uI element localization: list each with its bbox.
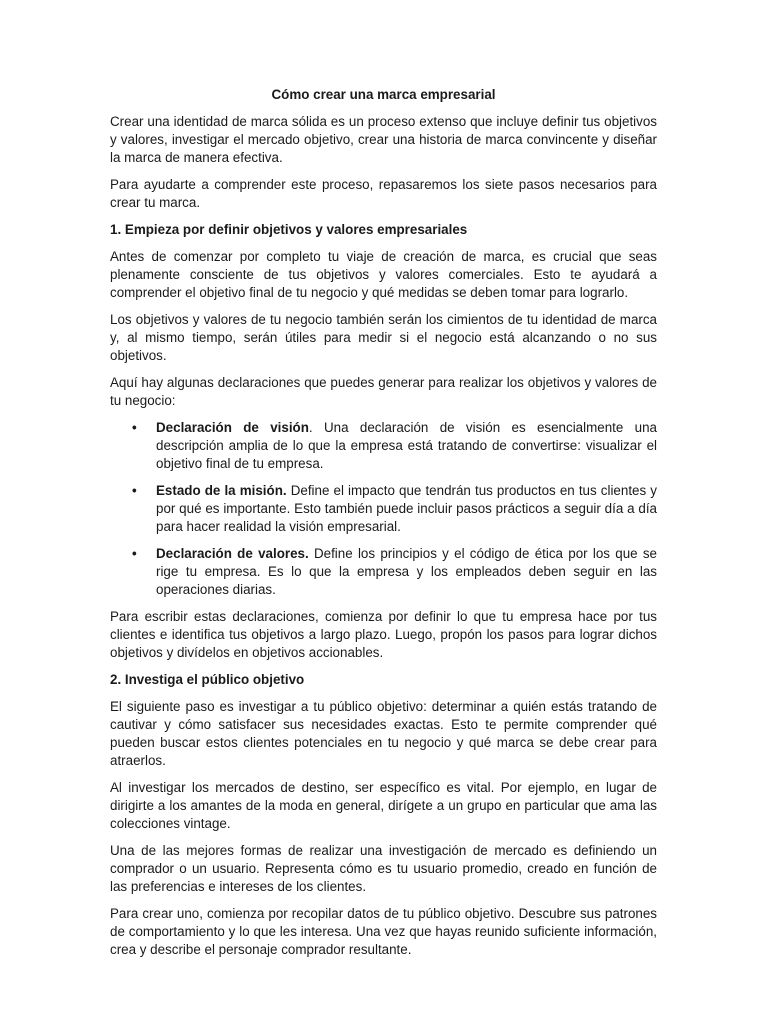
list-item-term: Estado de la misión. <box>156 483 287 498</box>
section-2-paragraph-2: Al investigar los mercados de destino, ser específico es vital. Por ejemplo, en lugar de dirigirte a los amantes de la moda en general, dirígete a un grupo en particular que ama las colecciones vintage. <box>110 780 657 831</box>
section-2-heading: 2. Investiga el público objetivo <box>110 672 305 687</box>
list-item-term: Declaración de visión <box>156 420 309 435</box>
section-2-paragraph-3: Una de las mejores formas de realizar una investigación de mercado es definiendo un comprador o un usuario. Representa cómo es tu usuario promedio, creado en función de las preferencias e intereses de los clientes. <box>110 843 657 894</box>
statements-list <box>110 419 657 599</box>
bullet-icon: • <box>132 546 137 561</box>
list-item-vision <box>110 419 657 473</box>
section-1-paragraph-2: Los objetivos y valores de tu negocio también serán los cimientos de tu identidad de marca y, al mismo tiempo, serán útiles para medir si el negocio está alcanzando o no sus objetivos. <box>110 312 657 363</box>
bullet-icon: • <box>132 483 137 498</box>
section-2-paragraph-4: Para crear uno, comienza por recopilar datos de tu público objetivo. Descubre sus patrones de comportamiento y lo que les interesa. Una vez que hayas reunido suficiente información, crea y describe el personaje comprador resultante. <box>110 906 657 957</box>
intro-paragraph-2: Para ayudarte a comprender este proceso, repasaremos los siete pasos necesarios para crear tu marca. <box>110 177 657 210</box>
list-item-mission <box>110 482 657 536</box>
section-1-paragraph-3: Aquí hay algunas declaraciones que puedes generar para realizar los objetivos y valores de tu negocio: <box>110 375 657 408</box>
list-item-text: Define los principios y el código de ética por los que se rige tu empresa. Es lo que la empresa y los empleados deben seguir en las operaciones diarias. <box>156 546 657 597</box>
list-item-term: Declaración de valores. <box>156 546 309 561</box>
section-1-paragraph-1: Antes de comenzar por completo tu viaje de creación de marca, es crucial que seas plenamente consciente de tus objetivos y valores comerciales. Esto te ayudará a comprender el objetivo final de tu negocio y qué medidas se deben tomar para lograrlo. <box>110 249 657 300</box>
list-item-text: . Una declaración de visión es esencialmente una descripción amplia de lo que la empresa está tratando de convertirse: visualizar el objetivo final de tu empresa. <box>156 420 657 471</box>
bullet-icon: • <box>132 420 137 435</box>
section-1-heading: 1. Empieza por definir objetivos y valores empresariales <box>110 222 468 237</box>
document-title: Cómo crear una marca empresarial <box>271 87 496 102</box>
list-item-text: Define el impacto que tendrán tus productos en tus clientes y por qué es importante. Esto también puede incluir pasos prácticos a seguir día a día para hacer realidad la visión empresarial. <box>156 483 657 534</box>
document-page <box>110 86 657 968</box>
list-item-values <box>110 545 657 599</box>
section-2-paragraph-1: El siguiente paso es investigar a tu público objetivo: determinar a quién estás tratando de cautivar y cómo satisfacer sus necesidades exactas. Esto te permite comprender qué pueden buscar estos clientes potenciales en tu negocio y qué marca se debe crear para atraerlos. <box>110 699 657 768</box>
section-1-closing-paragraph: Para escribir estas declaraciones, comienza por definir lo que tu empresa hace por tus clientes e identifica tus objetivos a largo plazo. Luego, propón los pasos para lograr dichos objetivos y divídelos en objetivos accionables. <box>110 609 657 660</box>
intro-paragraph-1: Crear una identidad de marca sólida es un proceso extenso que incluye definir tus objetivos y valores, investigar el mercado objetivo, crear una historia de marca convincente y diseñar la marca de manera efectiva. <box>110 114 657 165</box>
